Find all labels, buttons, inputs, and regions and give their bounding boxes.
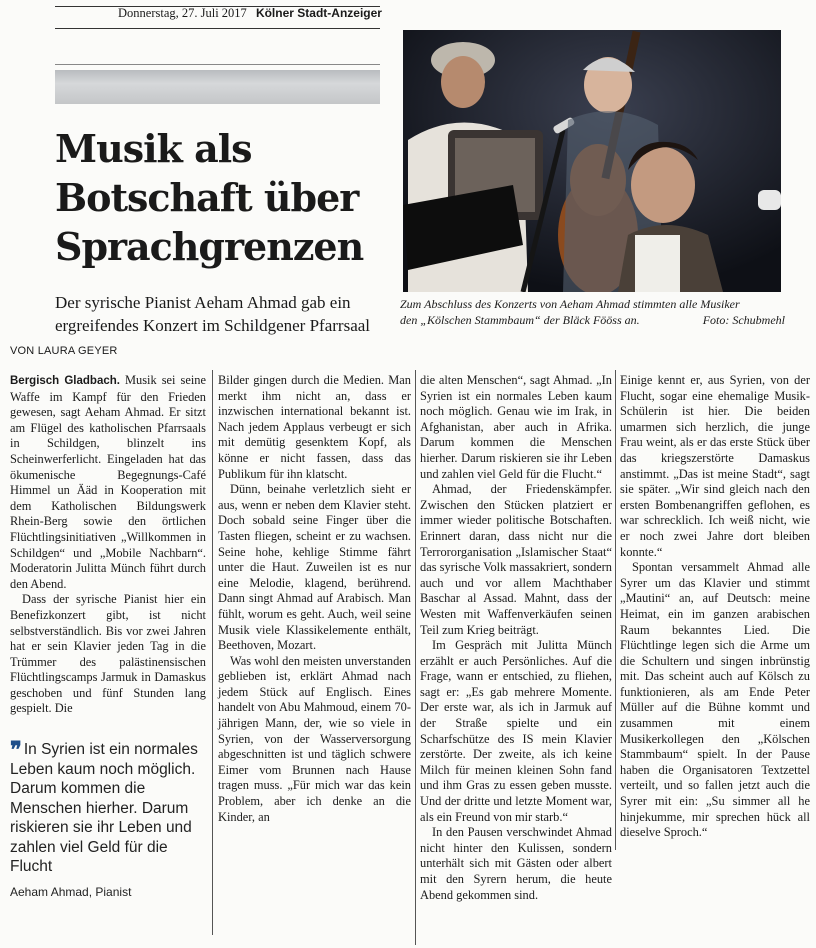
paragraph <box>10 373 206 592</box>
paragraph: Dünn, beinahe verletzlich sieht er aus, wenn er neben dem Klavier steht. Doch sobald seine Finger über die Tasten fliegen, scheint er zu wachsen. Seine hohe, kehlige Stimme fährt unter die Haut. Zuweilen ist es nur eine Melodie, klagend, berührend. Dann singt Ahmad auf Arabisch. Man fühlt, worum es geht. Auch, weil seine Musik viele Klassikelemente enthält, Beethoven, Mozart. <box>218 482 411 653</box>
publication-name: Kölner Stadt-Anzeiger <box>255 6 382 20</box>
article-location: Bergisch Gladbach. <box>10 375 120 387</box>
paragraph: Bilder gingen durch die Medien. Man merkt ihm nicht an, dass er inzwischen international bekannt ist. Nach jedem Applaus verbeugt er sich mit demütig gesenktem Kopf, als könne er nicht fassen, dass das Publikum für ihn klatscht. <box>218 373 411 481</box>
article-column-3 <box>420 373 612 903</box>
article-column-2 <box>218 373 411 825</box>
pull-quote-author: Aeham Ahmad, Pianist <box>10 884 132 899</box>
section-banner <box>55 70 380 104</box>
paragraph: die alten Menschen“, sagt Ahmad. „In Syrien ist ein normales Leben kaum noch möglich. Genau wie im Irak, in Afghanistan, aber auch in Afrika. Darum kommen die Menschen hierher. Darum riskieren sie ihr Leben und zahlen viel Geld für die Flucht.“ <box>420 373 612 481</box>
caption-line-2: den „Kölschen Stammbaum“ der Bläck Fööss an. <box>400 313 640 327</box>
header-rule-thin <box>55 64 380 65</box>
paragraph: Ahmad, der Friedenskämpfer. Zwischen den Stücken platziert er immer wieder politische Botschaften. Erinnert daran, dass nicht nur die Terrororganisation „Islamischer Staat“ das syrische Volk massakriert, sondern auch und vor allem Machthaber Baschar al Assad. Mahnt, dass der Westen mit Waffenverkäufen seinen Teil zum Krieg beiträgt. <box>420 482 612 637</box>
headline-line-2: Botschaft über <box>55 175 359 220</box>
quote-mark-icon: ❞ <box>10 737 20 762</box>
byline: VON LAURA GEYER <box>10 345 118 357</box>
pull-quote-text: In Syrien ist ein normales Leben kaum noch möglich. Darum kommen die Menschen hierher. Darum riskieren sie ihr Leben und zahlen viel Geld für die Flucht <box>10 741 198 875</box>
concert-photo <box>403 30 781 292</box>
paragraph-text: Musik sei seine Waffe im Kampf für den Frieden gewesen, sagt Aeham Ahmad. Er sitzt am Flügel des katholischen Pfarrsaals in Schildgen, blinzelt ins Scheinwerferlicht. Eingeladen hat das ökumenische Begegnungs-Café Himmel un Ääd in Kooperation mit dem Katholischen Bildungswerk Rhein-Berg sowie den örtlichen Flüchtlingsinitiativen „Willkommen in Schildgen“ und „Mobile Nachbarn“. Moderatorin Julitta Münch führt durch den Abend. <box>10 373 206 591</box>
headline-line-3: Sprachgrenzen <box>55 224 364 269</box>
article-headline <box>55 124 395 271</box>
paragraph: Einige kennt er, aus Syrien, von der Flucht, sogar eine ehemalige Musik-Schülerin ist hier. Die beiden umarmen sich herzlich, die junge Frau weint, als er das erste Stück über das kriegszerstörte Damaskus anstimmt. „Das ist meine Stadt“, sagt sie später. „Wir sind gleich nach den ersten Bombenangriffen geflohen, es war schrecklich. Ich weiß nicht, wie er noch zwei Jahre dort bleiben konnte.“ <box>620 373 810 559</box>
paragraph: Dass der syrische Pianist hier ein Benefizkonzert gibt, ist nicht selbstverständlich. Bis vor zwei Jahren hat er sein Klavier jeden Tag in die Trümmer des palästinensischen Flüchtlingscamps Jarmuk in Damaskus geschoben und fünf Stunden lang gespielt. Die <box>10 592 206 716</box>
concert-photo-image <box>403 30 781 292</box>
headline-line-1: Musik als <box>55 126 252 171</box>
article-column-1 <box>10 373 206 717</box>
paragraph: Spontan versammelt Ahmad alle Syrer um das Klavier und stimmt „Mautini“ an, auf Deutsch: meine Heimat, ein im ganzen arabischen Raum bekanntes Lied. Die Flüchtlinge legen sich die Arme um die Schultern und singen inbrünstig mit. Das scheint auch auf Kölsch zu funktionieren, als am Ende Peter Müller auf die Bühne kommt und zusammen mit einem Musikerkollegen den „Kölschen Stammbaum“ spielt. In der Pause haben die Organisatoren Textzettel verteilt, und so fallen jetzt auch die Syrer mit ein: „Su simmer all he hinjekumme, mir sprechen hück all dieselve Sproch.“ <box>620 560 810 840</box>
photo-credit: Foto: Schubmehl <box>702 313 785 327</box>
article-column-4 <box>620 373 810 841</box>
column-divider-3 <box>615 370 616 850</box>
photo-caption <box>400 296 785 328</box>
column-divider-1 <box>212 370 213 935</box>
paragraph: Im Gespräch mit Julitta Münch erzählt er auch Persönliches. Auf die Frage, wann er entschied, zu fliehen, sagt er: „Es gab mehrere Momente. Der erste war, als ich in Jarmuk auf der Straße spielte und ein Scharfschütze des IS mein Klavier zerstörte. Der zweite, als ich keine Milch für meinen kleinen Sohn fand und ihm Gras zu essen geben musste. Und der dritte und letzte Moment war, als ein Freund von mir starb.“ <box>420 638 612 824</box>
subheadline-line-1: Der syrische Pianist Aeham Ahmad gab ein <box>55 293 351 312</box>
header-rule-bottom <box>55 28 380 29</box>
article-subheadline <box>55 291 405 337</box>
issue-date: Donnerstag, 27. Juli 2017 <box>118 6 247 20</box>
subheadline-line-2: ergreifendes Konzert im Schildgener Pfarrsaal <box>55 316 371 335</box>
pull-quote <box>10 737 200 899</box>
paragraph: In den Pausen verschwindet Ahmad nicht hinter den Kulissen, sondern unterhält sich mit Gästen oder albert mit den Syrern herum, die heute Abend gekommen sind. <box>420 825 612 902</box>
column-divider-2 <box>415 370 416 945</box>
paragraph: Was wohl den meisten unverstanden geblieben ist, erklärt Ahmad nach jedem Stück auf Englisch. Eines handelt von Abu Mahmoud, einem 70-jährigen Mann, der, wie so viele in Syrien, von der Wasserversorgung abgeschnitten ist und täglich schwere Eimer vom Brunnen nach Hause tragen muss. „Für mich war das kein Problem, aber ich denke an die Kinder, an <box>218 653 411 824</box>
dateline <box>118 6 380 26</box>
caption-line-1: Zum Abschluss des Konzerts von Aeham Ahmad stimmten alle Musiker <box>400 297 740 311</box>
